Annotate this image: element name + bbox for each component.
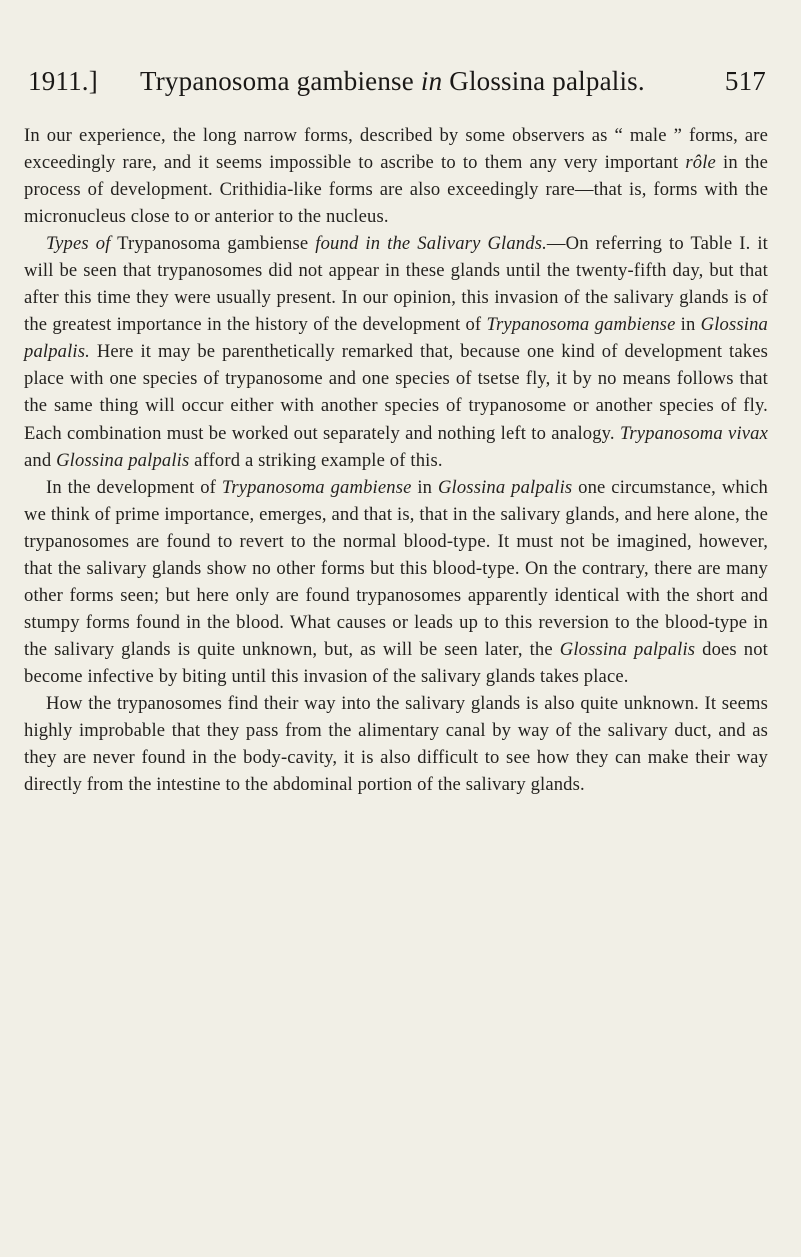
p2-italic-2: found in the Salivary Glands. — [315, 233, 547, 255]
p3-text-4: does not become infective by biting until this invasion of the salivary glands takes place. — [24, 638, 768, 687]
p3-italic-1: Trypanosoma gambiense — [221, 476, 412, 498]
p2-italic-1: Types of — [46, 233, 111, 255]
p2-text-1: Trypanosoma gambiense — [110, 233, 316, 255]
header-title-in: in — [420, 66, 443, 96]
p2-text-6: afford a striking example of this. — [189, 449, 443, 471]
header-title — [140, 66, 645, 97]
p2-text-3: in — [675, 314, 701, 336]
p1-text-2: in the process of development. Crithidia-like forms are also exceedingly rare—that is, forms with the micronucleus close to or anterior to the nucleus. — [24, 152, 768, 228]
p3-italic-2: Glossina palpalis — [437, 476, 573, 498]
p3-italic-3: Glossina palpalis — [559, 638, 696, 660]
header-title-part1: Trypanosoma gambiense — [140, 66, 414, 96]
p1-text-1: In our experience, the long narrow forms, described by some observers as “ male ” forms, are exceedingly rare, and it seems impossible to ascribe to to them any very important — [24, 125, 768, 174]
p2-italic-5: Trypanosoma vivax — [619, 422, 769, 444]
p2-italic-6: Glossina palpalis — [56, 449, 190, 471]
paragraph-1 — [24, 122, 768, 230]
paragraph-3 — [24, 474, 768, 690]
paragraph-2 — [24, 230, 768, 473]
paragraph-4 — [24, 690, 768, 798]
p3-text-1: In the development of — [46, 476, 222, 498]
p3-text-2: in — [411, 476, 438, 498]
header-year: 1911.] — [28, 66, 98, 96]
running-head — [28, 66, 766, 106]
p2-text-4: Here it may be parenthetically remarked that, because one kind of development takes place with one species of trypanosome and one species of tsetse fly, it by no means follows that the same thing will occur either with another species of trypanosome or another species of fly. Each combination must be worked out separately and nothing left to analogy. — [24, 341, 768, 444]
p2-italic-4: Glossina palpalis. — [24, 314, 768, 363]
p4-text-1: How the trypanosomes find their way into the salivary glands is also quite unknown. It seems highly improbable that they pass from the alimentary canal by way of the salivary duct, and as they are never found in the body-cavity, it is also difficult to see how they can make their way directly from the intestine to the abdominal portion of the salivary glands. — [24, 692, 768, 796]
header-title-part2: Glossina palpalis. — [449, 66, 645, 96]
p1-italic-1: rôle — [685, 152, 716, 174]
p2-text-2: —On referring to Table I. it will be seen that trypanosomes did not appear in these glands until the twenty-fifth day, but that after this time they were usually present. In our opinion, this invasion of the salivary glands is of the greatest importance in the history of the development of — [24, 233, 769, 336]
p2-italic-3: Trypanosoma gambiense — [486, 314, 676, 336]
p3-text-3: one circumstance, which we think of prime importance, emerges, and that is, that in the salivary glands, and here alone, the trypanosomes are found to revert to the normal blood-type. It must not be imagined, however, that the salivary glands show no other forms but this blood-type. On the contrary, there are many other forms seen; but here only are found trypanosomes apparently identical with the short and stumpy forms found in the blood. What causes or leads up to this reversion to the blood-type in the salivary glands is quite unknown, but, as will be seen later, the — [24, 476, 769, 660]
p2-text-5: and — [24, 449, 57, 471]
page-number: 517 — [724, 66, 766, 96]
body-text — [24, 122, 768, 798]
